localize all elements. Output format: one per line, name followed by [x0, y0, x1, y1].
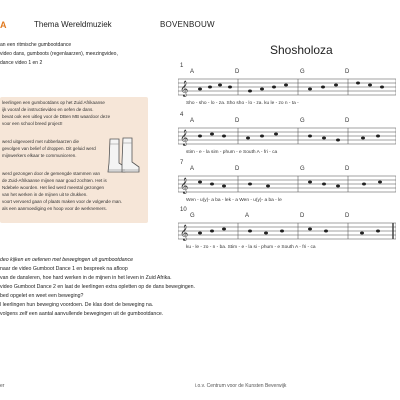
exercise-heading: deo kijken en oefenen met bewegingen uit gumbootdance	[0, 257, 133, 263]
instruction-line: Ndebele woorden. Het lied werd meestal gezongen	[2, 185, 105, 190]
song-title: Shosholoza	[270, 43, 333, 57]
chord-symbol: A	[245, 213, 250, 219]
chord-symbol: D	[235, 166, 240, 172]
intro-line: dance video 1 en 2	[0, 60, 43, 66]
section-letter: A	[0, 20, 7, 30]
music-staff	[178, 125, 396, 149]
intro-line: video dans, gumboots (regenlaarzen), meezingvideo,	[0, 51, 118, 57]
exercise-step: video Gumboot Dance 2 en laat de leerlingen extra opletten op de dans bewegingen.	[0, 284, 195, 290]
measure-number: 1	[180, 63, 184, 69]
intro-line: an een ritmische gumbootdance	[0, 42, 72, 48]
exercise-step: naar de video Gumboot Dance 1 en bespreek na afloop	[0, 266, 128, 272]
level-label: BOVENBOUW	[160, 20, 215, 29]
chord-symbol: D	[235, 118, 240, 124]
svg-text:𝄞: 𝄞	[180, 225, 189, 241]
instruction-line: gevolgen van belief of droppen. Dit geluid werd	[2, 146, 96, 151]
chord-symbol: A	[190, 118, 195, 124]
measure-number: 10	[180, 207, 187, 213]
music-staff	[178, 173, 396, 197]
footer-credit: i.o.v. Centrum voor de Kunsten Beverwijk	[195, 383, 287, 389]
measure-number: 7	[180, 160, 184, 166]
instruction-line: bevat ook een uitleg voor de DBen MB waardoor deze	[2, 114, 111, 119]
exercise-step: volgens zelf een aantal aanvullende bewegingen uit de gumbootdance.	[0, 311, 164, 317]
chord-symbol: D	[345, 213, 350, 219]
music-staff	[178, 76, 396, 100]
footer-left: er	[0, 383, 5, 389]
svg-text:𝄞: 𝄞	[180, 81, 189, 97]
instruction-line: voor een school breed project!	[2, 121, 63, 126]
chord-symbol: D	[345, 69, 350, 75]
lyrics-line: Wen - u(y)- a ba - lek - a Wen - u(y)- a ba - le	[186, 198, 282, 203]
chord-symbol: D	[345, 118, 350, 124]
chord-symbol: D	[300, 213, 305, 219]
measure-number: 4	[180, 112, 184, 118]
rubber-boots-icon	[104, 136, 142, 176]
lyrics-line: stim - e - la sim - phum - e South A - fri - ca	[186, 150, 278, 155]
chord-symbol: A	[190, 69, 195, 75]
instruction-line: ijk vooraf de instructievideo en oefen de dans.	[2, 107, 94, 112]
theme-title: Thema Wereldmuziek	[34, 20, 112, 29]
instruction-line: van het werken in de mijnen uit te drukken.	[2, 192, 88, 197]
exercise-step: van de dansleren, hoe hard werken in de mijnen in het leven in Zuid Afrika.	[0, 275, 172, 281]
svg-text:𝄞: 𝄞	[180, 130, 189, 146]
chord-symbol: G	[300, 166, 305, 172]
instruction-line: voort vervoerd gaan of plaats maken voor de volgende man.	[2, 199, 123, 204]
chord-symbol: D	[345, 166, 350, 172]
instruction-line: als een aanmoediging en hoop voor de werknemers.	[2, 206, 107, 211]
instruction-line: mijnwerkers elkaar te communiceren.	[2, 153, 77, 158]
instruction-line: werd uitgevoerd met rubberlaarzen die	[2, 139, 80, 144]
music-staff	[178, 220, 396, 244]
chord-symbol: G	[300, 118, 305, 124]
lyrics-line: Sho - sho - lo - za. Sho sho - lo - za. ku le - zo n - ta -	[186, 101, 299, 106]
instruction-line: werd gezongen door de gemengde stammen van	[2, 171, 101, 176]
lyrics-line: ku - le - zo - n - ba. Stim - e - la si - phum - e South A - fri - ca	[186, 245, 316, 250]
instruction-line: leerlingen een gumbootdans op het Zuid Afrikaanse	[2, 100, 105, 105]
exercise-step: bed opgelet en weet een beweging?	[0, 293, 84, 299]
exercise-step: l leerlingen hun beweging voordoen. De klas doet de beweging na.	[0, 302, 154, 308]
chord-symbol: A	[190, 166, 195, 172]
svg-text:𝄞: 𝄞	[180, 178, 189, 194]
chord-symbol: D	[235, 69, 240, 75]
chord-symbol: G	[300, 69, 305, 75]
chord-symbol: G	[190, 213, 195, 219]
instruction-line: de Zuid-Afrikaanse mijnen naar goud zochten. Het is	[2, 178, 107, 183]
